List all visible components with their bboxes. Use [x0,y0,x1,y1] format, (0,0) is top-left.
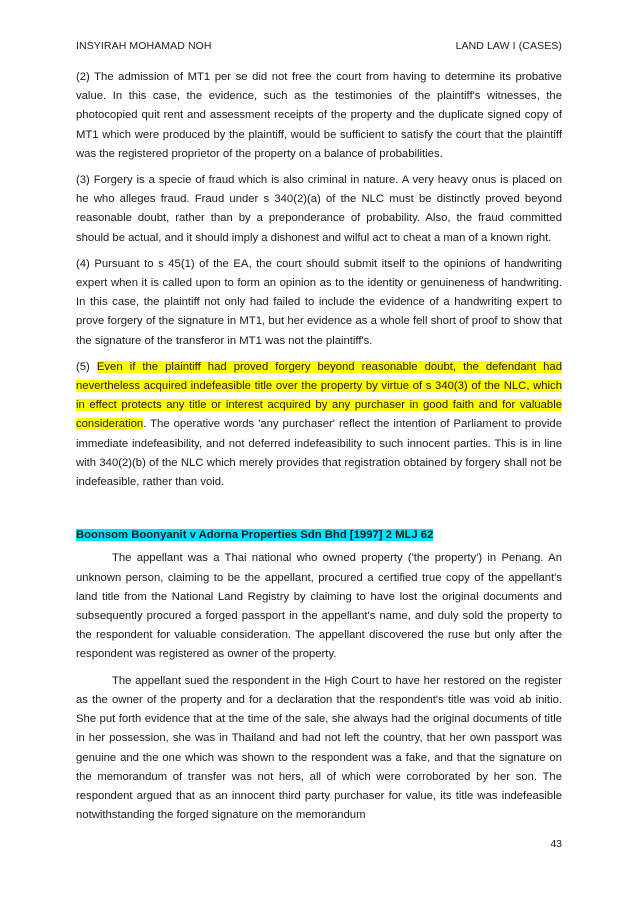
paragraph-3: (3) Forgery is a specie of fraud which is also criminal in nature. A very heavy onus is placed on he who alleges fraud. Fraud under s 340(2)(a) of the NLC must be distinctly proved beyond reasonable doubt, rather than by a preponderance of probability. Also, the fraud committed should be actual, and it should imply a dishonest and wilful act to cheat a man of a known right. [76,174,562,244]
page-header [76,40,562,52]
case-paragraph-2: The appellant sued the respondent in the High Court to have her restored on the register as the owner of the property and for a declaration that the respondent's title was void ab initio. She put forth evidence that at the time of the sale, she always had the original documents of title in her possession, she was in Thailand and had not left the country, that her own passport was genuine and the one which was shown to the respondent was a fake, and that the signature on the memorandum of transfer was not hers, all of which were corroborated by her son. The respondent argued that as an innocent third party purchaser for value, its title was indefeasible notwithstanding the forged signature on the memorandum [76,674,562,822]
paragraph-5-rest: . The operative words 'any purchaser' reflect the intention of Parliament to provide immediate indefeasibility, and not deferred indefeasibility to such innocent parties. This is in line with 340(2)(b) of the NLC which merely provides that registration obtained by forgery shall not be indefeasible, rather than void. [76,418,562,489]
paragraph-5-highlight: Even if the plaintiff had proved forgery beyond reasonable doubt, the defendant had nevertheless acquired indefeasible title over the property by virtue of s 340(3) of the NLC, which in effect protects any title or interest acquired by any purchaser in good faith and for valuable consideration [76,360,562,431]
page-number: 43 [550,838,562,850]
paragraph-2: (2) The admission of MT1 per se did not free the court from having to determine its probative value. In this case, the evidence, such as the testimonies of the plaintiff's witnesses, the photocopied quit rent and assessment receipts of the property and the duplicate signed copy of MT1 which were produced by the plaintiff, would be sufficient to satisfy the court that the plaintiff was the registered proprietor of the property on a balance of probabilities. [76,71,562,160]
paragraph-4: (4) Pursuant to s 45(1) of the EA, the court should submit itself to the opinions of handwriting expert when it is called upon to form an opinion as to the identity or genuineness of handwriting. In this case, the plaintiff not only had failed to include the evidence of a handwriting expert to prove forgery of the signature in MT1, but her evidence as a whole fell short of proof to show that the signature of the transferor in MT1 was not the plaintiff's. [76,257,562,347]
case-title [76,526,562,545]
paragraph-5 [76,358,562,492]
header-subject: LAND LAW I (CASES) [455,40,562,52]
page-body [76,68,562,832]
paragraph-5-number: (5) [76,360,97,373]
header-author: INSYIRAH MOHAMAD NOH [76,40,212,52]
case-title-text: Boonsom Boonyanit v Adorna Properties Sdn Bhd [1997] 2 MLJ 62 [76,529,434,542]
case-paragraph-1: The appellant was a Thai national who owned property ('the property') in Penang. An unknown person, claiming to be the appellant, procured a certified true copy of the appellant's land title from the National Land Registry by claiming to have lost the original documents and subsequently procured a forged passport in the appellant's name, and duly sold the property to the respondent for valuable consideration. The appellant discovered the ruse but only after the respondent was registered as owner of the property. [76,552,562,661]
